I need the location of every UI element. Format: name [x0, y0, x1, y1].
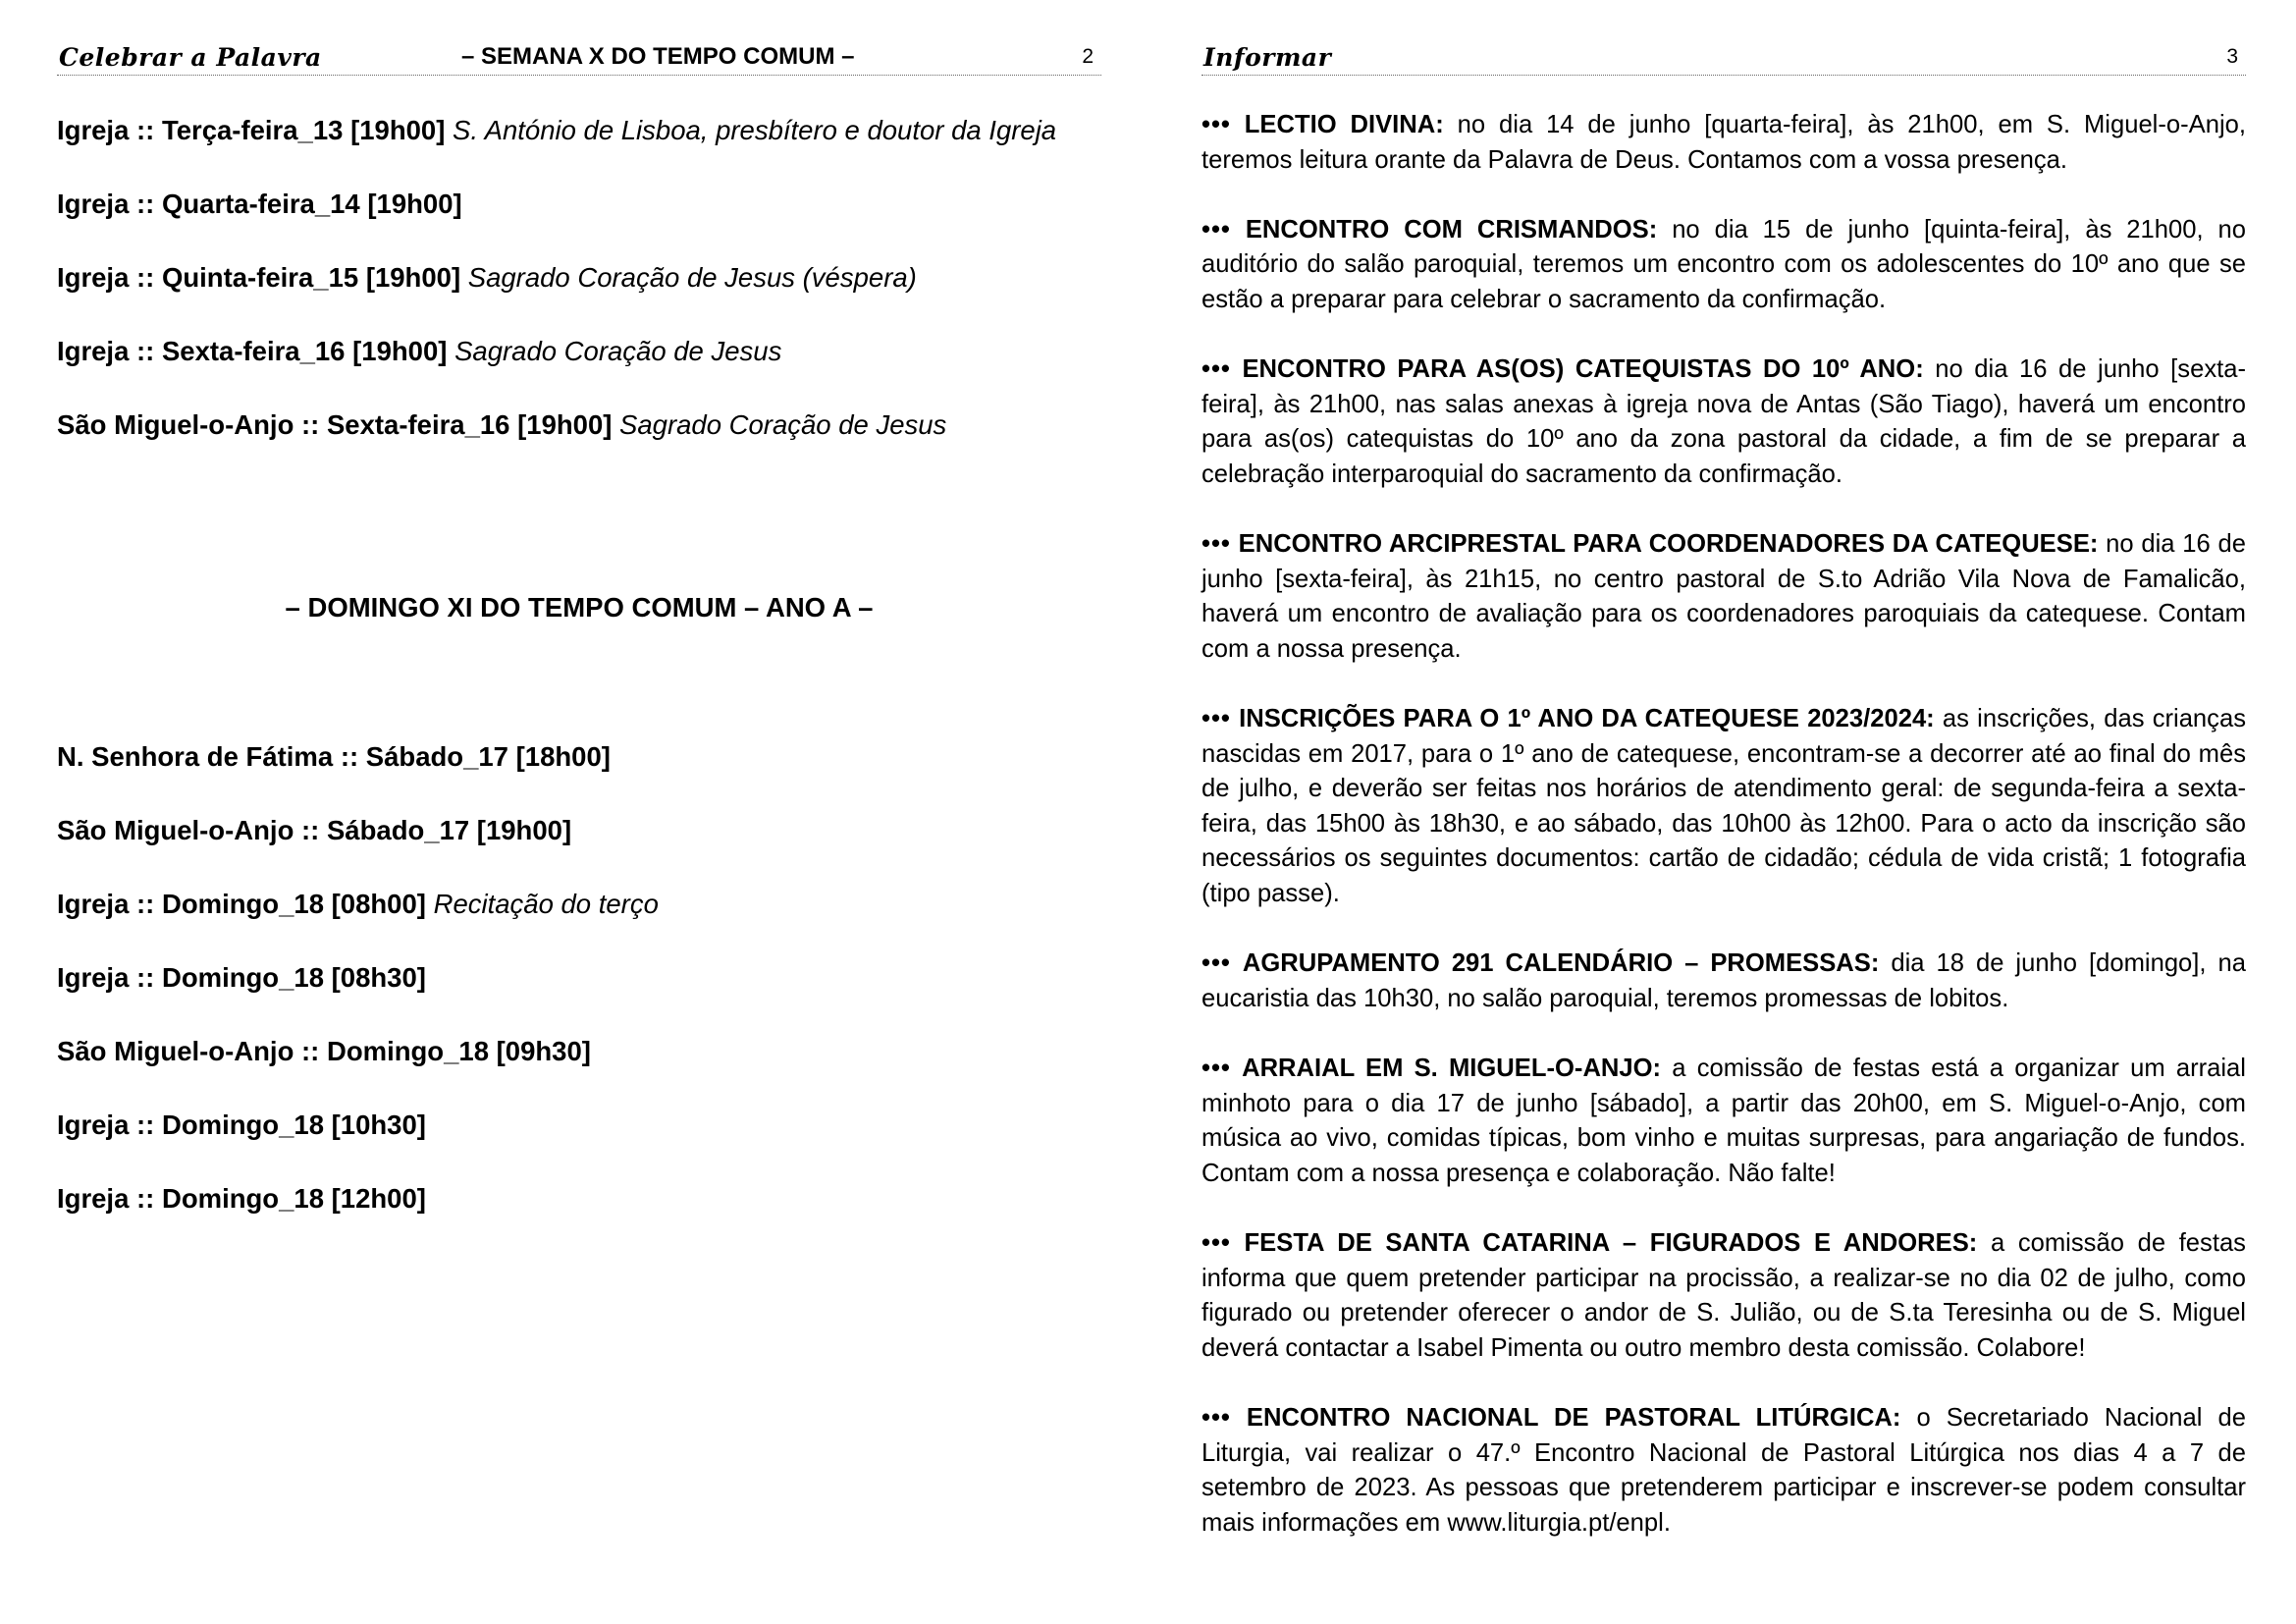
bullet-icon: •••	[1201, 1229, 1231, 1257]
bullet-icon: •••	[1201, 530, 1231, 559]
bullet-icon: •••	[1201, 355, 1231, 384]
schedule-line: Igreja :: Domingo_18 [08h00] Recitação do terço	[57, 889, 659, 919]
week-title: – SEMANA X DO TEMPO COMUM –	[461, 43, 855, 70]
announcement-text: no dia 16 de junho [sexta-feira], às 21h15, no centro pastoral de S.to Adrião Vila Nova de Famalicão, haverá um encontro de avaliação para os coordenadores paroquiais da catequese. Contam com a nossa presença.	[1201, 530, 2246, 663]
announcement-text: no dia 16 de junho [sexta-feira], às 21h00, nas salas anexas à igreja nova de Antas (São Tiago), haverá um encontro para as(os) catequistas do 10º ano da zona pastoral da cidade, a fim de se preparar a celebração interparoquial do sacramento da confirmação.	[1201, 355, 2246, 488]
schedule-line: Igreja :: Quarta-feira_14 [19h00]	[57, 189, 462, 219]
announcement-text: no dia 14 de junho [quarta-feira], às 21h00, em S. Miguel-o-Anjo, teremos leitura orante da Palavra de Deus. Contamos com a vossa presença.	[1201, 111, 2246, 174]
schedule-line: Igreja :: Domingo_18 [12h00]	[57, 1183, 426, 1214]
running-title: Celebrar a Palavra	[59, 43, 322, 72]
announcement-item	[1201, 947, 2246, 1016]
schedule-line: Igreja :: Sexta-feira_16 [19h00] Sagrado Coração de Jesus	[57, 336, 782, 366]
announcement-text: a comissão de festas informa que quem pretender participar na procissão, a realizar-se no dia 02 de julho, como figurado ou pretender oferecer o andor de S. Julião, ou de S.ta Teresinha ou de S. Miguel deverá contactar a Isabel Pimenta ou outro membro desta comissão. Colabore!	[1201, 1229, 2246, 1362]
schedule-line: São Miguel-o-Anjo :: Sexta-feira_16 [19h00] Sagrado Coração de Jesus	[57, 409, 947, 440]
section-title: – DOMINGO XI DO TEMPO COMUM – ANO A –	[285, 592, 874, 623]
right-page	[1201, 0, 2246, 1624]
announcement-item	[1201, 1226, 2246, 1366]
bullet-icon: •••	[1201, 111, 1231, 138]
announcements	[1201, 108, 2246, 1576]
announcement-title: ENCONTRO PARA AS(OS) CATEQUISTAS DO 10º ANO:	[1242, 355, 1924, 384]
announcement-title: LECTIO DIVINA:	[1244, 111, 1444, 138]
announcement-title: ENCONTRO NACIONAL DE PASTORAL LITÚRGICA:	[1246, 1403, 1901, 1432]
announcement-title: AGRUPAMENTO 291 CALENDÁRIO – PROMESSAS:	[1242, 949, 1880, 978]
announcement-item	[1201, 527, 2246, 667]
bullet-icon: •••	[1201, 1403, 1231, 1432]
announcement-text: dia 18 de junho [domingo], na eucaristia das 10h30, no salão paroquial, teremos promessas de lobitos.	[1201, 949, 2246, 1012]
left-page	[57, 0, 1101, 1624]
announcement-text: as inscrições, das crianças nascidas em 2017, para o 1º ano de catequese, encontram-se a decorrer até ao final do mês de julho, e deverão ser feitas nos horários de atendimento geral: de segunda-feira a sexta-feira, das 15h00 às 18h30, e ao sábado, das 10h00 às 12h00. Para o acto da inscrição são necessários os seguintes documentos: cartão de cidadão; cédula de vida cristã; 1 fotografia (tipo passe).	[1201, 705, 2246, 908]
schedule-line: Igreja :: Domingo_18 [08h30]	[57, 962, 426, 993]
page-number: 2	[1082, 45, 1094, 68]
bullet-icon: •••	[1201, 949, 1231, 978]
left-page-header	[57, 39, 1101, 76]
schedule-line: São Miguel-o-Anjo :: Domingo_18 [09h30]	[57, 1036, 591, 1066]
announcement-item	[1201, 702, 2246, 912]
announcement-item	[1201, 352, 2246, 492]
bullet-icon: •••	[1201, 705, 1231, 733]
announcement-text: o Secretariado Nacional de Liturgia, vai realizar o 47.º Encontro Nacional de Pastoral Litúrgica nos dias 4 a 7 de setembro de 2023. As pessoas que pretenderem participar e inscrever-se podem consultar mais informações em www.liturgia.pt/enpl.	[1201, 1403, 2246, 1537]
schedule-line: Igreja :: Terça-feira_13 [19h00] S. António de Lisboa, presbítero e doutor da Igreja	[57, 115, 1057, 145]
announcement-item	[1201, 213, 2246, 318]
announcement-item	[1201, 1401, 2246, 1541]
announcement-title: ENCONTRO ARCIPRESTAL PARA COORDENADORES DA CATEQUESE:	[1238, 530, 2099, 559]
announcement-item	[1201, 1052, 2246, 1191]
running-title: Informar	[1203, 43, 1332, 72]
schedule-line: São Miguel-o-Anjo :: Sábado_17 [19h00]	[57, 815, 572, 845]
right-page-header	[1201, 39, 2246, 76]
schedule-line: Igreja :: Domingo_18 [10h30]	[57, 1110, 426, 1140]
announcement-title: INSCRIÇÕES PARA O 1º ANO DA CATEQUESE 2023/2024:	[1239, 705, 1935, 733]
bullet-icon: •••	[1201, 215, 1231, 244]
announcement-text: a comissão de festas está a organizar um arraial minhoto para o dia 17 de junho [sábado], a partir das 20h00, em S. Miguel-o-Anjo, com música ao vivo, comidas típicas, bom vinho e muitas surpresas, para angariação de fundos. Contam com a nossa presença e colaboração. Não falte!	[1201, 1055, 2246, 1187]
announcement-title: FESTA DE SANTA CATARINA – FIGURADOS E ANDORES:	[1244, 1229, 1978, 1257]
bullet-icon: •••	[1201, 1055, 1231, 1083]
announcement-title: ENCONTRO COM CRISMANDOS:	[1245, 215, 1658, 244]
announcement-title: ARRAIAL EM S. MIGUEL-O-ANJO:	[1242, 1055, 1662, 1083]
schedule-line: Igreja :: Quinta-feira_15 [19h00] Sagrado Coração de Jesus (véspera)	[57, 262, 917, 293]
schedule-line: N. Senhora de Fátima :: Sábado_17 [18h00]	[57, 741, 611, 772]
page-number: 3	[2226, 45, 2238, 68]
announcement-text: no dia 15 de junho [quinta-feira], às 21h00, no auditório do salão paroquial, teremos um encontro com os adolescentes do 10º ano que se estão a preparar para celebrar o sacramento da confirmação.	[1201, 215, 2246, 313]
announcement-item	[1201, 108, 2246, 178]
